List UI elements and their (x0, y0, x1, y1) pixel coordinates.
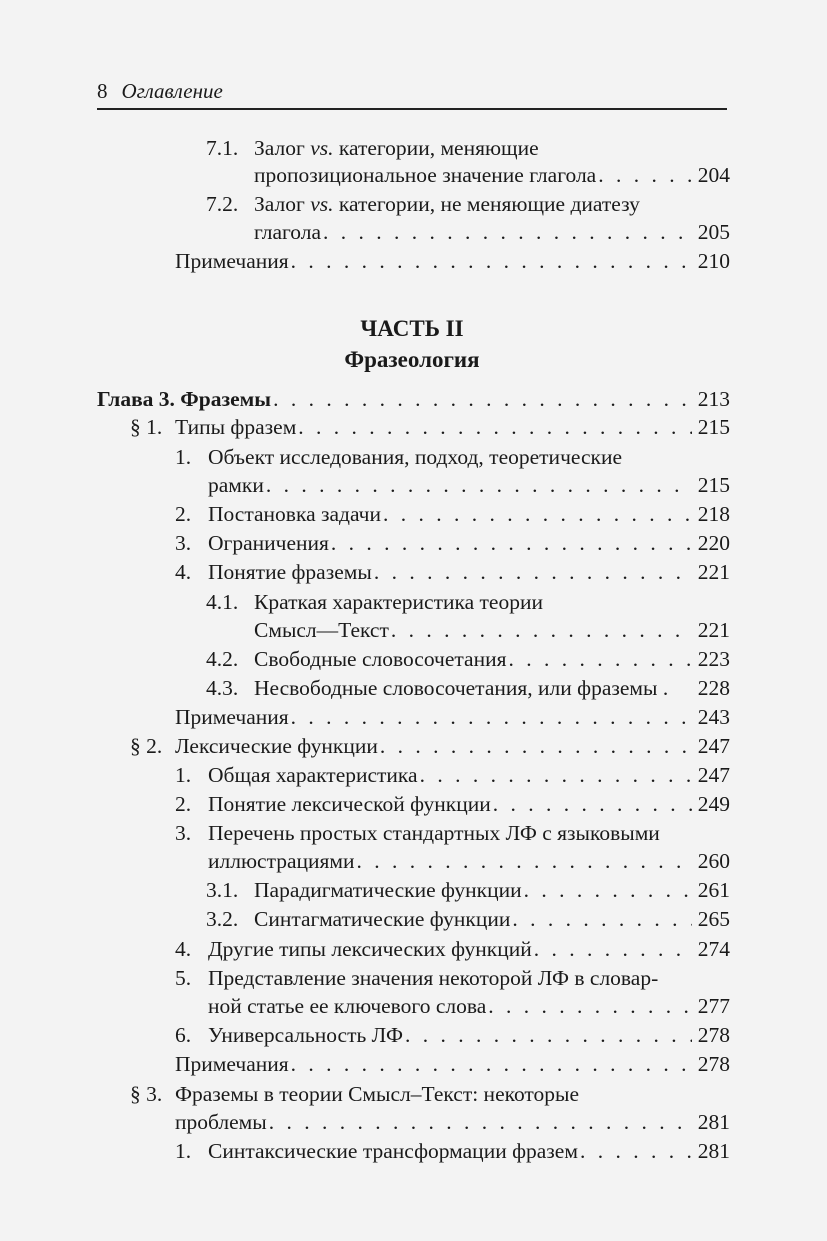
toc-entry[interactable]: глагола . . . 205 (254, 218, 730, 246)
toc-entry[interactable]: Смысл—Текст . . . 221 (254, 616, 730, 644)
toc-entry[interactable]: Ограничения . . . 220 (208, 529, 730, 557)
toc-num: 3.2. (206, 907, 239, 931)
running-title: Оглавление (121, 79, 223, 103)
toc-num: 2. (175, 792, 192, 816)
toc-num: 4.2. (206, 647, 239, 671)
toc-section[interactable]: проблемы . . . 281 (175, 1108, 730, 1136)
toc-entry-text[interactable]: Залог vs. категории, не меняющие диатезу (254, 192, 640, 216)
toc-entry[interactable]: рамки . . . 215 (208, 471, 730, 499)
toc-entry[interactable]: Универсальность ЛФ . . . 278 (208, 1021, 730, 1049)
toc-num: 7.1. (206, 136, 239, 160)
toc-entry-text[interactable]: Объект исследования, подход, теоретические (208, 445, 622, 469)
toc-page: 205 (697, 220, 730, 244)
toc-num: 3.1. (206, 878, 239, 902)
toc-num: 4. (175, 937, 192, 961)
toc-num: § 2. (130, 734, 163, 758)
part-title: Фразеология (344, 347, 480, 372)
toc-num: § 1. (130, 415, 163, 439)
toc-entry-notes[interactable]: Примечания . . . 278 (175, 1050, 730, 1078)
toc-entry[interactable]: Синтаксические трансформации фразем . . . 281 (208, 1137, 730, 1165)
toc-entry[interactable]: пропозициональное значение глагола . . . 204 (254, 161, 730, 189)
toc-num: 5. (175, 966, 192, 990)
toc-num: 1. (175, 763, 192, 787)
part-label: ЧАСТЬ II (360, 316, 464, 341)
toc-section[interactable]: Лексические функции . . . 247 (175, 732, 730, 760)
toc-chapter[interactable]: Глава 3. Фраземы . . . 213 (97, 385, 730, 413)
toc-entry[interactable]: Свободные словосочетания . . . 223 (254, 645, 730, 673)
toc-entry-text[interactable]: Перечень простых стандартных ЛФ с языковыми (208, 821, 660, 845)
toc-num: 3. (175, 821, 192, 845)
toc-entry[interactable]: ной статье ее ключевого слова . . . 277 (208, 992, 730, 1020)
toc-num: 4.3. (206, 676, 239, 700)
toc-num: 1. (175, 445, 192, 469)
toc-page: 204 (697, 163, 730, 187)
toc-entry-text[interactable]: Представление значения некоторой ЛФ в словар- (208, 966, 659, 990)
toc-entry[interactable]: Понятие фраземы . . . 221 (208, 558, 730, 586)
toc-num: 7.2. (206, 192, 239, 216)
toc-entry[interactable]: Общая характеристика . . . 247 (208, 761, 730, 789)
toc-entry-notes[interactable]: Примечания . . . 243 (175, 703, 730, 731)
toc-entry-text[interactable]: Несвободные словосочетания, или фраземы . (254, 676, 669, 700)
toc-entry[interactable]: Постановка задачи . . . 218 (208, 500, 730, 528)
toc-entry-text[interactable]: Залог vs. категории, меняющие (254, 136, 539, 160)
toc-entry[interactable]: Другие типы лексических функций . . . 274 (208, 935, 730, 963)
toc-entry[interactable]: Парадигматические функции . . . 261 (254, 876, 730, 904)
toc-num: 4.1. (206, 590, 239, 614)
toc-num: 2. (175, 502, 192, 526)
toc-num: 6. (175, 1023, 192, 1047)
toc-num: 1. (175, 1139, 192, 1163)
running-head (97, 78, 727, 110)
page-number: 8 (97, 79, 108, 103)
toc-entry[interactable]: Понятие лексической функции . . . 249 (208, 790, 730, 818)
toc-page: 228 (697, 676, 730, 700)
toc-entry-text[interactable]: Краткая характеристика теории (254, 590, 543, 614)
toc-entry[interactable]: иллюстрациями . . . 260 (208, 847, 730, 875)
toc-num: 3. (175, 531, 192, 555)
toc-section[interactable]: Типы фразем . . . 215 (175, 413, 730, 441)
toc-num: 4. (175, 560, 192, 584)
toc-num: § 3. (130, 1082, 163, 1106)
toc-entry-notes[interactable]: Примечания . . . 210 (175, 247, 730, 275)
toc-section-text[interactable]: Фраземы в теории Смысл–Текст: некоторые (175, 1082, 580, 1106)
toc-entry[interactable]: Синтагматические функции . . . 265 (254, 905, 730, 933)
